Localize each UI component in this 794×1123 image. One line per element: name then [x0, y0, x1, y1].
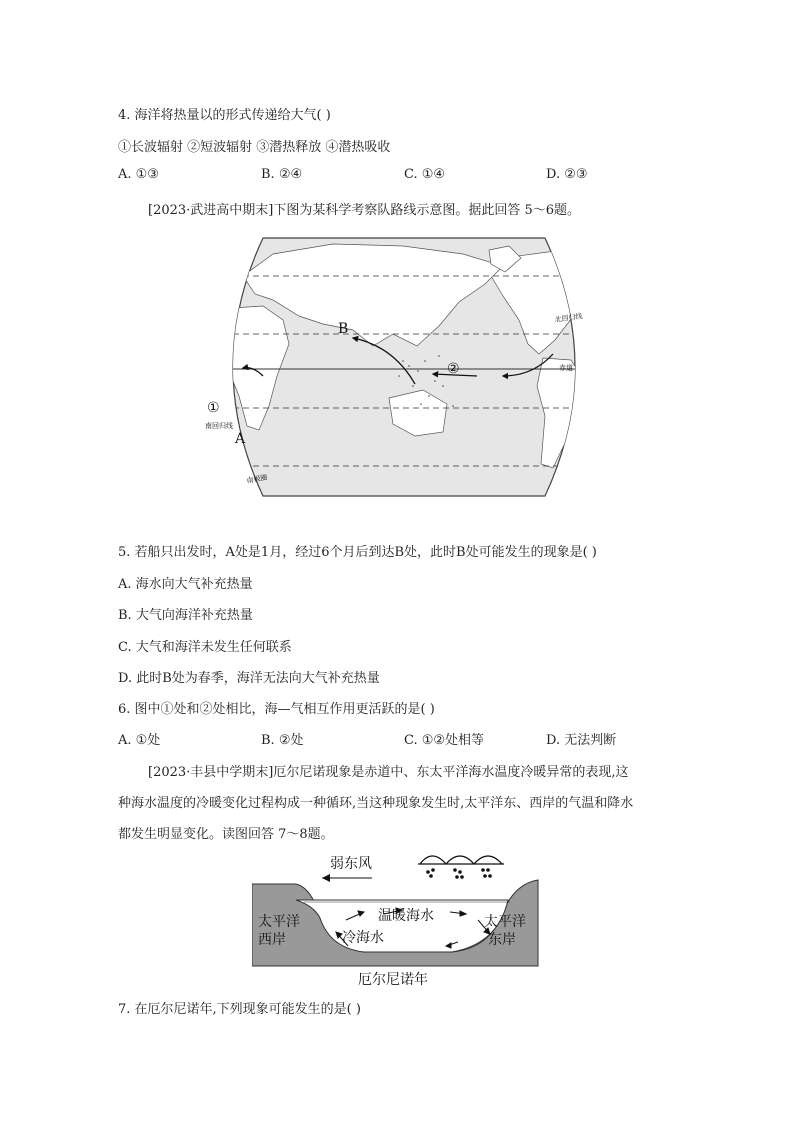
map-label-2: ② [447, 361, 460, 377]
q4-option-a: A. ①③ [118, 167, 159, 182]
east-coast-label-1: 太平洋 [484, 914, 526, 930]
q4-choices: ①长波辐射 ②短波辐射 ③潜热释放 ④潜热吸收 [118, 140, 391, 155]
q4-option-b: B. ②④ [261, 167, 303, 182]
q5-option-b: B. 大气向海洋补充热量 [118, 608, 253, 623]
q6-option-b: B. ②处 [261, 733, 304, 748]
label-equator: 赤道 [559, 364, 573, 372]
intro-7-8-line1: [2023·丰县中学期末]厄尔尼诺现象是赤道中、东太平洋海水温度冷暖异常的表现,这 [148, 765, 629, 780]
q6-option-c: C. ①②处相等 [404, 733, 485, 748]
world-route-map [203, 236, 605, 498]
map-label-1: ① [207, 400, 220, 416]
q4-stem: 4. 海洋将热量以的形式传递给大气( ) [118, 108, 331, 123]
q4-option-c: C. ①④ [404, 167, 446, 182]
label-tropic-capricorn: 南回归线 [205, 422, 233, 430]
map-label-b: B [338, 321, 349, 337]
east-coast-label-2: 东岸 [488, 932, 516, 948]
rain-clouds-icon [418, 856, 504, 864]
map-label-a: A [235, 431, 246, 447]
west-coast-label-2: 西岸 [258, 932, 286, 948]
intro-7-8-line2: 种海水温度的冷暖变化过程构成一种循环,当这种现象发生时,太平洋东、西岸的气温和降水 [118, 796, 634, 811]
q5-option-a: A. 海水向大气补充热量 [118, 577, 253, 592]
label-antarctic-circle: 南极圈 [245, 473, 269, 485]
q4-option-d: D. ②③ [546, 167, 588, 182]
q5-option-c: C. 大气和海洋未发生任何联系 [118, 640, 292, 655]
label-tropic-cancer: 北回归线 [554, 312, 584, 324]
intro-5-6: [2023·武进高中期末]下图为某科学考察队路线示意图。据此回答 5～6题。 [148, 203, 581, 218]
q6-stem: 6. 图中①处和②处相比，海—气相互作用更活跃的是( ) [118, 702, 435, 717]
warm-water-label: 温暖海水 [378, 908, 434, 924]
diagram-caption: 厄尔尼诺年 [358, 972, 428, 988]
el-nino-diagram [252, 848, 542, 988]
intro-7-8-line3: 都发生明显变化。读图回答 7～8题。 [118, 827, 334, 842]
rain-drops-icon [426, 868, 492, 879]
q5-option-d: D. 此时B处为春季，海洋无法向大气补充热量 [118, 671, 380, 686]
cold-water-label: 冷海水 [342, 930, 384, 946]
wind-label: 弱东风 [330, 856, 372, 872]
west-coast-label-1: 太平洋 [258, 914, 300, 930]
q6-option-a: A. ①处 [118, 733, 161, 748]
q6-option-d: D. 无法判断 [546, 733, 617, 748]
q5-stem: 5. 若船只出发时，A处是1月，经过6个月后到达B处，此时B处可能发生的现象是( ) [118, 545, 597, 560]
q7-stem: 7. 在厄尔尼诺年,下列现象可能发生的是( ) [118, 1002, 361, 1017]
